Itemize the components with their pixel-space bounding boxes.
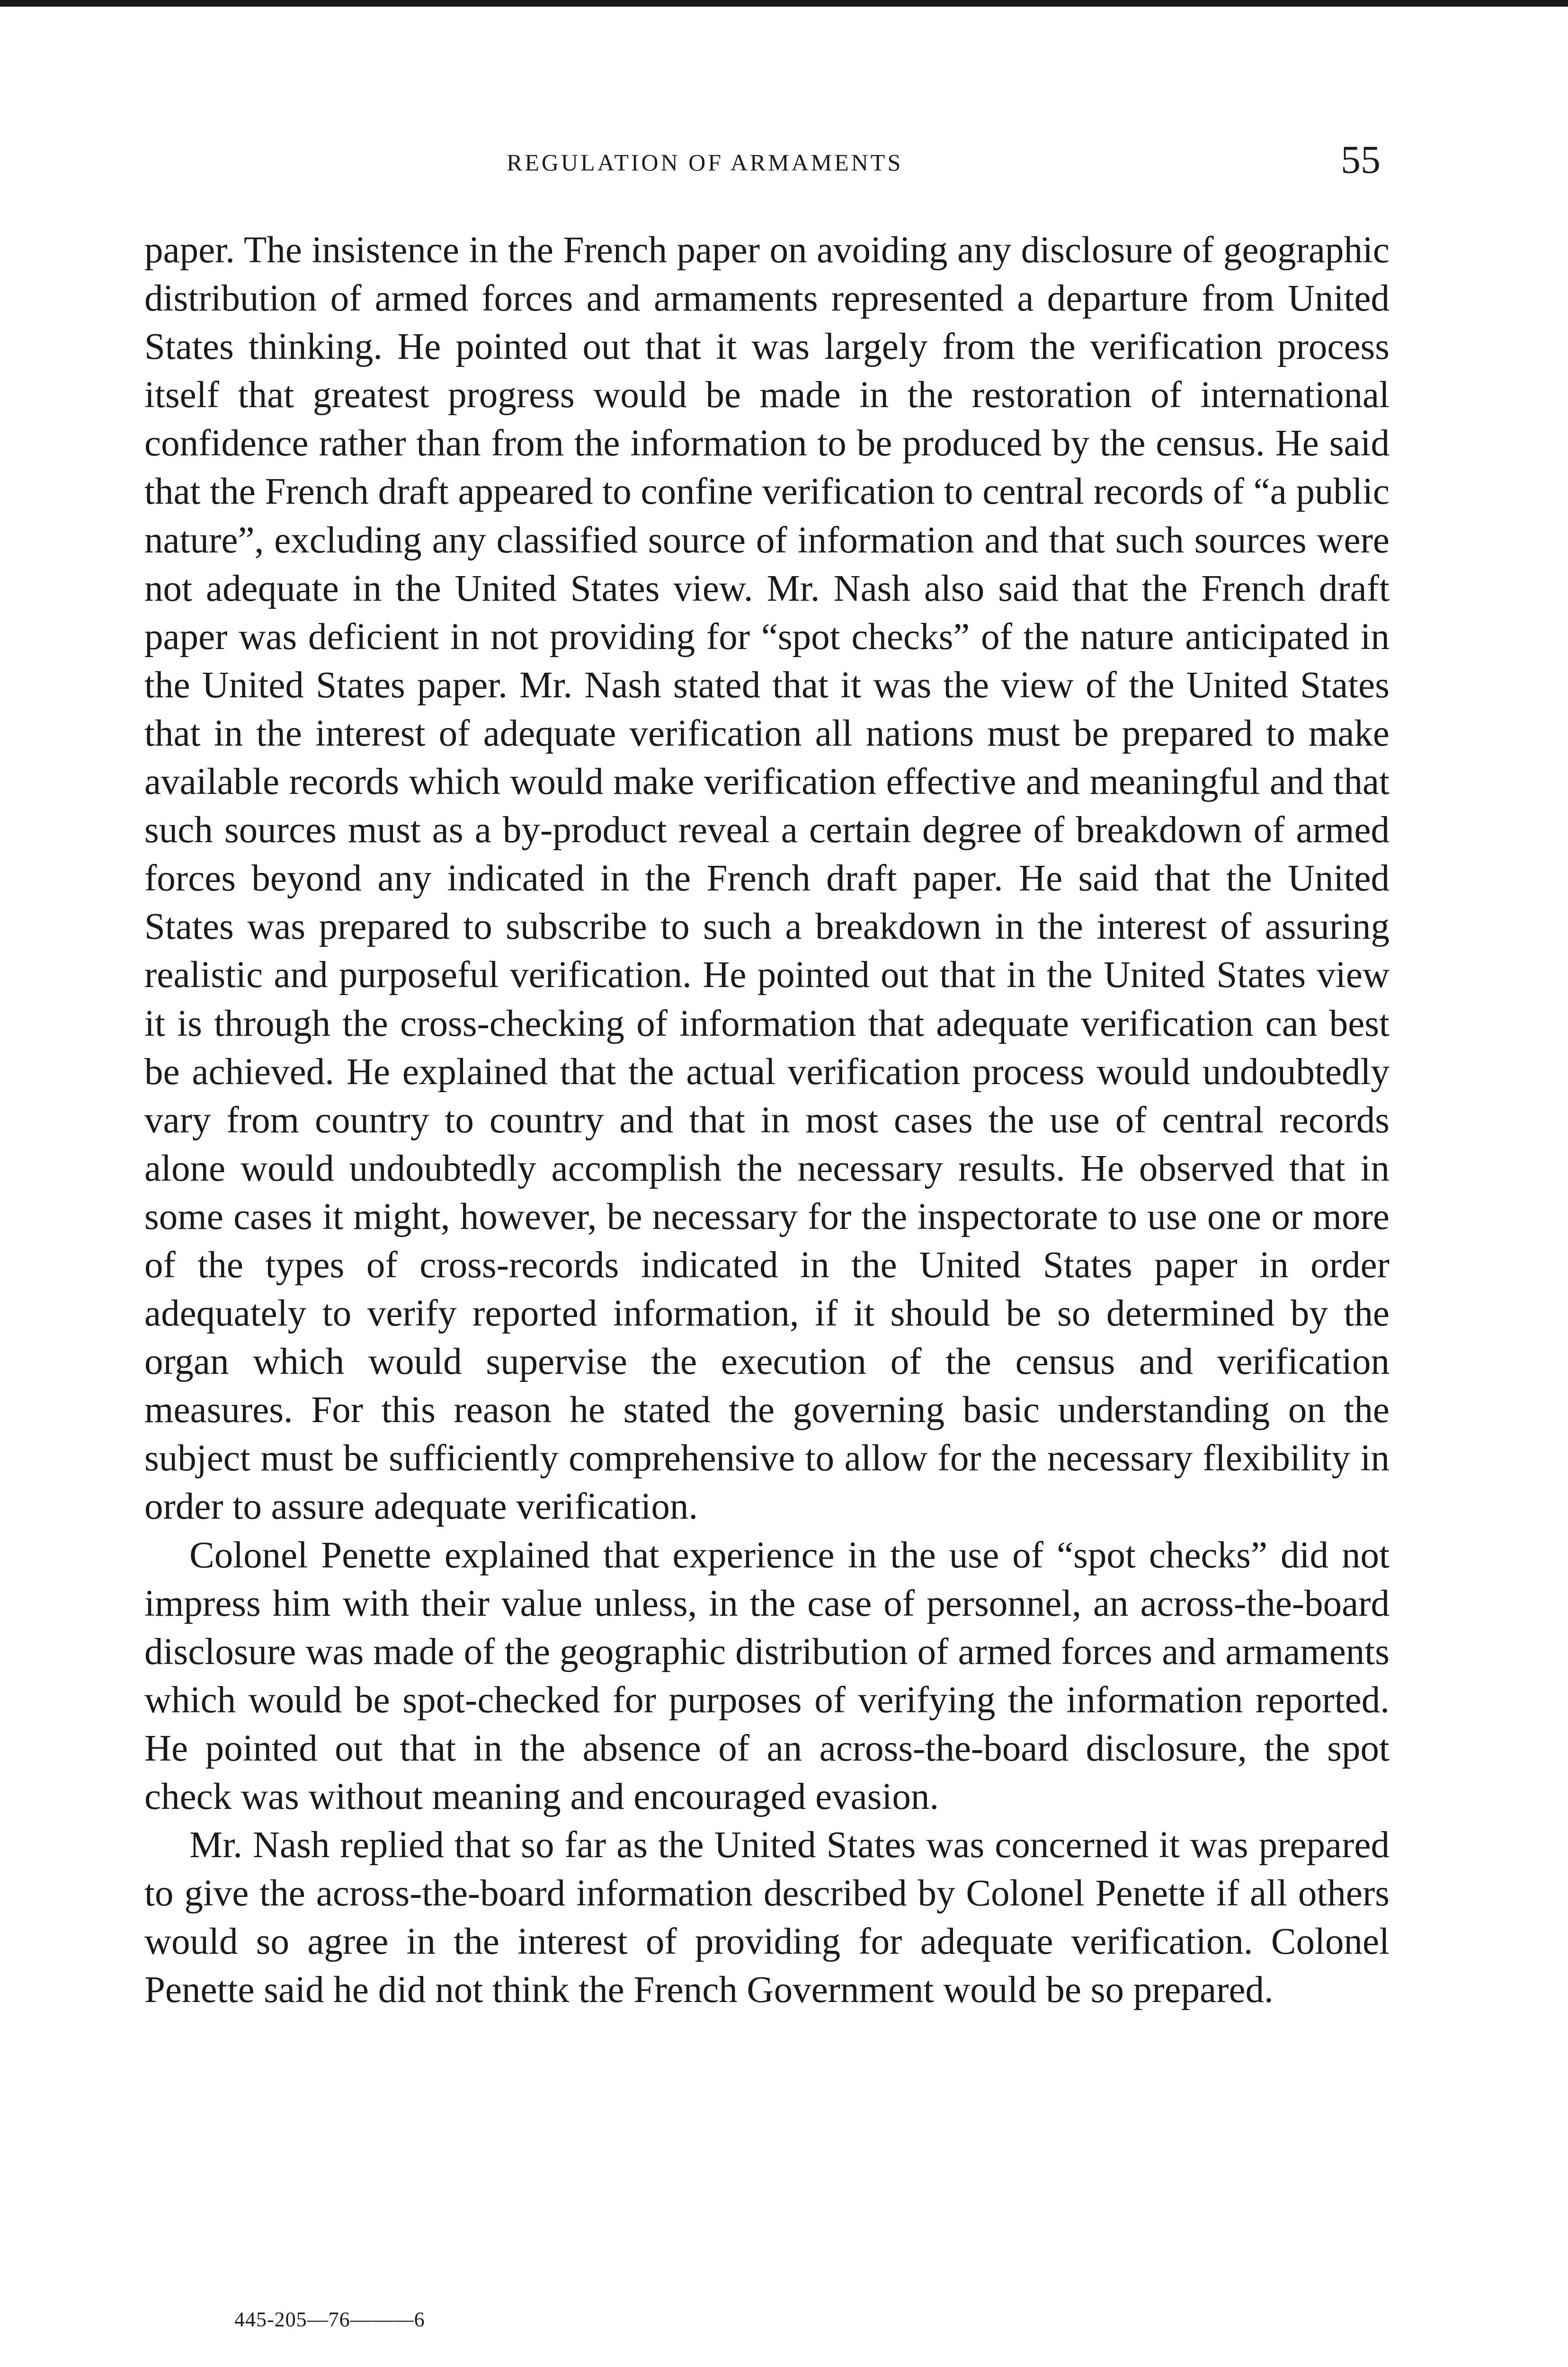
top-edge-rule <box>0 0 1568 7</box>
page-body <box>144 226 1390 2014</box>
paragraph-penette-spot-checks: Colonel Penette explained that experience in the use of “spot checks” did not impress him with their value unless, in the case of personnel, an across-the-board disclosure was made of the geographic distribution of armed forces and armaments which would be spot-checked for purposes of verifying the information reported. He pointed out that in the absence of an across-the-board disclosure, the spot check was without meaning and encouraged evasion. <box>144 1534 1390 1817</box>
page-number: 55 <box>1341 138 1381 182</box>
paragraph-nash-reply: Mr. Nash replied that so far as the United States was concerned it was prepared to give the across-the-board information described by Colonel Penette if all others would so agree in the interest of providing for adequate verification. Colonel Penette said he did not think the French Government would be so prepared. <box>144 1824 1390 2011</box>
paragraph-continued: paper. The insistence in the French paper on avoiding any disclosure of geographic distribution of armed forces and armaments represented a departure from United States thinking. He pointed out that it was largely from the verification process itself that greatest progress would be made in the restoration of international confidence rather than from the information to be produced by the census. He said that the French draft appeared to confine verification to central records of “a public nature”, excluding any classified source of information and that such sources were not adequate in the United States view. Mr. Nash also said that the French draft paper was deficient in not providing for “spot checks” of the nature anticipated in the United States paper. Mr. Nash stated that it was the view of the United States that in the interest of adequate verification all nations must be prepared to make available records which would make verification effective and meaningful and that such sources must as a by-product reveal a certain degree of breakdown of armed forces beyond any indicated in the French draft paper. He said that the United States was prepared to subscribe to such a breakdown in the interest of assuring realistic and purposeful verification. He pointed out that in the United States view it is through the cross-checking of information that adequate verification can best be achieved. He explained that the actual verification process would undoubtedly vary from country to country and that in most cases the use of central records alone would undoubtedly accomplish the necessary results. He observed that in some cases it might, however, be necessary for the inspectorate to use one or more of the types of cross-records indicated in the United States paper in order adequately to verify reported information, if it should be so determined by the organ which would supervise the execution of the census and verification measures. For this reason he stated the governing basic understanding on the subject must be sufficiently comprehensive to allow for the necessary flexibility in order to assure adequate verification. <box>144 230 1390 1528</box>
running-header-title: REGULATION OF ARMAMENTS <box>507 149 903 176</box>
printer-code: 445-205—76———6 <box>234 2308 425 2331</box>
